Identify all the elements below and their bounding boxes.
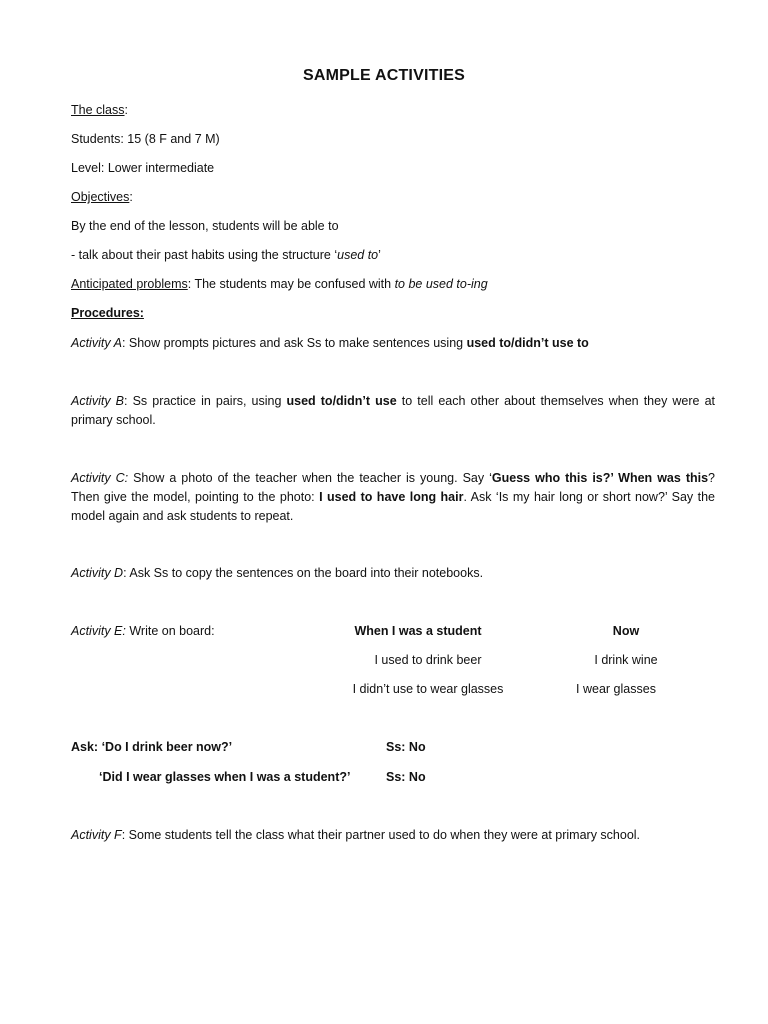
- objectives-heading-colon: :: [129, 190, 133, 204]
- board-col2-header: Now: [612, 624, 640, 638]
- activity-e-text: Write on board:: [125, 624, 215, 638]
- anticipated-heading: Anticipated problems: [71, 277, 188, 291]
- anticipated-emph: to be used to-ing: [394, 277, 488, 291]
- students-line: Students: 15 (8 F and 7 M): [71, 132, 220, 146]
- objectives-item: [71, 247, 381, 263]
- activity-a-bold: used to/didn’t use to: [466, 336, 589, 350]
- board-row1-col2: I drink wine: [594, 653, 658, 667]
- answer-2: Ss: No: [386, 770, 426, 784]
- activity-a-label: Activity A: [71, 336, 122, 350]
- activity-b: [71, 392, 715, 430]
- activity-c-text2: ? Then give the model, pointing to the photo:: [71, 471, 715, 504]
- activity-b-bold: used to/didn’t use: [286, 394, 397, 408]
- activity-a-text: Show prompts pictures and ask Ss to make sentences using: [125, 336, 467, 350]
- objectives-item-suffix: ’: [378, 248, 381, 262]
- activity-c: [71, 469, 715, 526]
- activity-d: [71, 565, 483, 581]
- activity-b-text1: Ss practice in pairs, using: [127, 394, 287, 408]
- objectives-item-emph: used to: [337, 248, 379, 262]
- activity-d-colon: :: [123, 566, 127, 580]
- board-row2-col2: I wear glasses: [576, 682, 656, 696]
- activity-e-label: Activity E:: [71, 624, 126, 638]
- activity-b-text2: to tell each other about themselves when they were at primary school.: [71, 394, 716, 427]
- activity-f-text: Some students tell the class what their partner used to do when they were at primary school.: [125, 828, 641, 842]
- activity-b-label: Activity B: [71, 394, 125, 408]
- activity-c-text3: . Ask ‘Is my hair long or short now?’ Say the model again and ask students to repeat.: [71, 490, 715, 523]
- objectives-heading: Objectives: [71, 190, 130, 204]
- activity-c-text1: Show a photo of the teacher when the teacher is young. Say ‘: [128, 471, 492, 485]
- board-col1-header: When I was a student: [354, 624, 482, 638]
- page-title: SAMPLE ACTIVITIES: [303, 67, 465, 84]
- objectives-item-prefix: - talk about their past habits using the structure ‘: [71, 248, 338, 262]
- activity-c-bold1: Guess who this is?’ When was this: [491, 471, 709, 485]
- activity-a: [71, 335, 589, 351]
- activity-a-colon: :: [121, 336, 126, 350]
- anticipated-colon: :: [187, 277, 192, 291]
- objectives-heading-line: [71, 189, 133, 205]
- anticipated-text: The students may be confused with: [191, 277, 395, 291]
- activity-d-label: Activity D: [71, 566, 124, 580]
- procedures-heading-line: [71, 305, 144, 321]
- question-1: Ask: ‘Do I drink beer now?’: [71, 740, 233, 754]
- board-row1-col1: I used to drink beer: [374, 653, 482, 667]
- level-line: Level: Lower intermediate: [71, 161, 215, 175]
- activity-f-colon: :: [121, 828, 126, 842]
- board-row2-col1: I didn’t use to wear glasses: [352, 682, 504, 696]
- activity-e: [71, 623, 215, 639]
- activity-f: [71, 827, 640, 843]
- class-heading-line: [71, 102, 128, 118]
- answer-1: Ss: No: [386, 740, 426, 754]
- question-2: ‘Did I wear glasses when I was a student?’: [99, 770, 351, 784]
- class-heading-colon: :: [124, 103, 128, 117]
- activity-b-colon: :: [124, 394, 128, 408]
- anticipated-problems-line: [71, 276, 488, 292]
- activity-c-bold2: I used to have long hair: [319, 490, 464, 504]
- activity-f-label: Activity F: [71, 828, 122, 842]
- class-heading: The class: [71, 103, 125, 117]
- activity-d-text: Ask Ss to copy the sentences on the board into their notebooks.: [126, 566, 484, 580]
- procedures-heading: Procedures:: [71, 306, 144, 320]
- activity-c-label: Activity C:: [71, 471, 129, 485]
- objectives-intro: By the end of the lesson, students will be able to: [71, 219, 339, 233]
